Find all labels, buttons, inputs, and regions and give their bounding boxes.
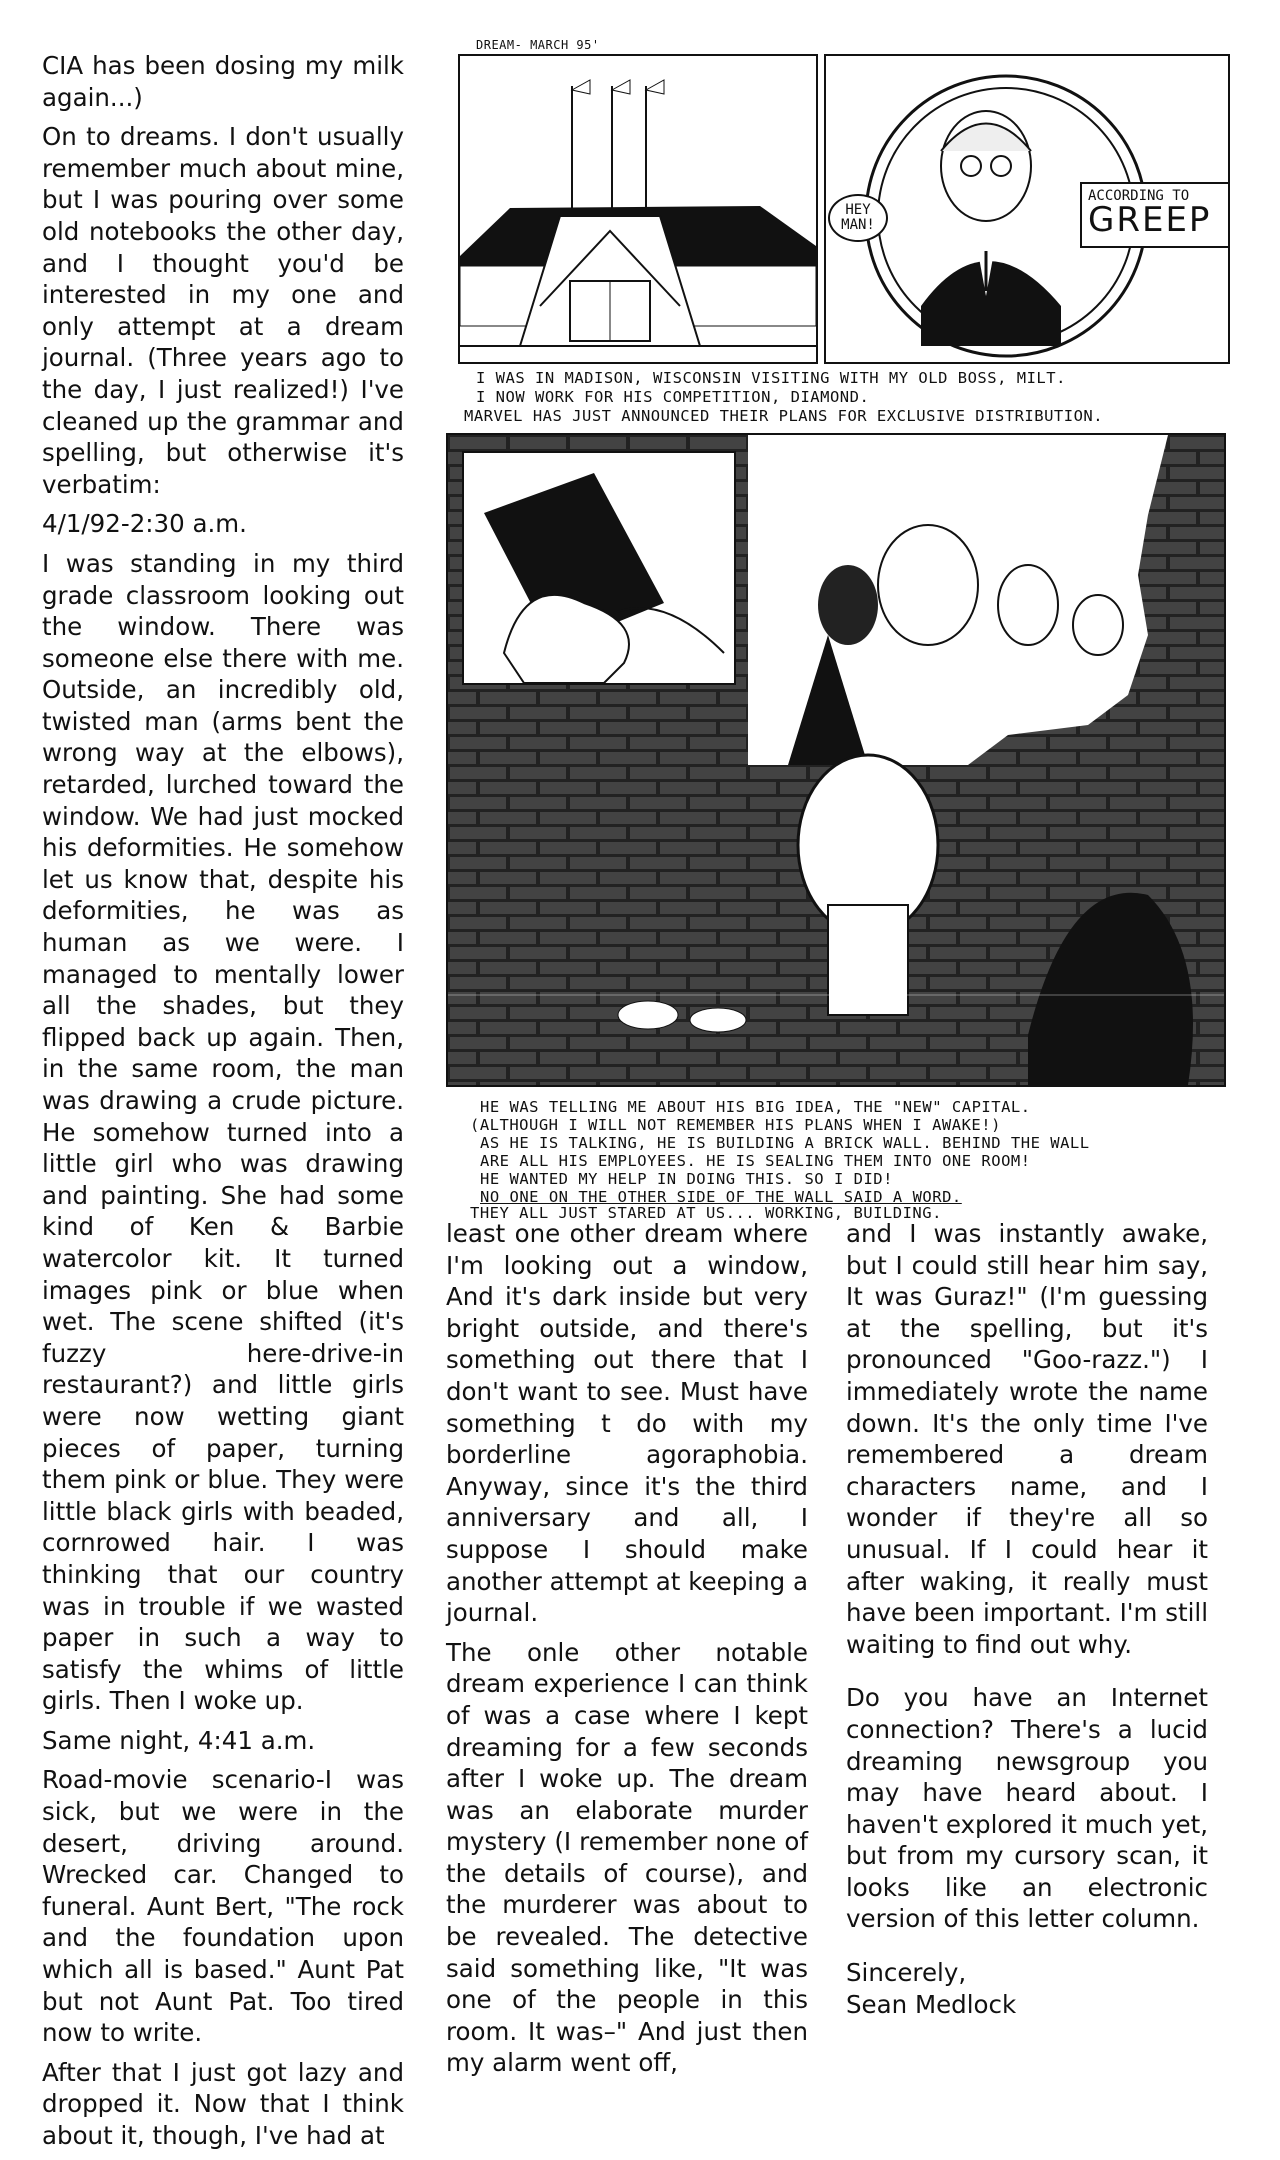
- paragraph: and I was instantly awake, but I could still hear him say, It was Guraz!" (I'm guessing at the spelling, but it's pronounced "Goo-razz.") I immediately wrote the name down. It's the only time I've remembered a dream characters name, and I wonder if they're all so unusual. If I could hear it after waking, it really must have been important. I'm still waiting to find out why.: [846, 1219, 1208, 1659]
- greep-sign: [1080, 182, 1230, 248]
- paragraph: I was standing in my third grade classroom looking out the window. There was someone else there with me. Outside, an incredibly old, twisted man (arms bent the wrong way at the elbows), retarded, lurched toward the window. We had just mocked his deformities. He somehow let us know that, despite his deformities, he was as human as we were. I managed to mentally lower all the shades, but they flipped back up again. Then, in the same room, the man was drawing a crude picture. He somehow turned into a little girl who was drawing and painting. She had some kind of Ken & Barbie watercolor kit. It turned images pink or blue when wet. The scene shifted (it's fuzzy here-drive-in restaurant?) and little girls were now wetting giant pieces of paper, turning them pink or blue. They were little black girls with beaded, cornrowed hair. I was thinking that our country was in trouble if we wasted paper in such a way to satisfy the whims of little girls. Then I woke up.: [42, 548, 404, 1716]
- paragraph: least one other dream where I'm looking out a window, And it's dark inside but very bright outside, and there's something out there that I don't want to see. Must have something t do with my borderline agoraphobia. Anyway, since it's the third anniversary and all, I suppose I should make another attempt at keeping a journal.: [446, 1219, 808, 1628]
- journal-date: Same night, 4:41 a.m.: [42, 1725, 316, 1755]
- caption-line: AS HE IS TALKING, HE IS BUILDING A BRICK WALL. BEHIND THE WALL: [480, 1134, 1090, 1152]
- caption-line: I WAS IN MADISON, WISCONSIN VISITING WITH MY OLD BOSS, MILT.: [476, 369, 1066, 387]
- comic-strip: [446, 38, 1230, 1222]
- caption-line: I NOW WORK FOR HIS COMPETITION, DIAMOND.: [476, 388, 870, 406]
- caption-line: (ALTHOUGH I WILL NOT REMEMBER HIS PLANS WHEN I AWAKE!): [470, 1116, 1001, 1134]
- paragraph: The onle other notable dream experience I can think of was a case where I kept dreaming for a few seconds after I woke up. The dream was an elaborate murder mystery (I remember none of the details of course), and the murderer was about to be revealed. The detective said something like, "It was one of the people in this room. It was–" And just then my alarm went off,: [446, 1637, 808, 2078]
- caption-line: MARVEL HAS JUST ANNOUNCED THEIR PLANS FOR EXCLUSIVE DISTRIBUTION.: [464, 407, 1104, 425]
- left-column: [42, 50, 404, 2160]
- signature: Sean Medlock: [846, 1989, 1017, 2019]
- closing: Sincerely,: [846, 1958, 967, 1988]
- caption-line: HE WAS TELLING ME ABOUT HIS BIG IDEA, THE "NEW" CAPITAL.: [480, 1098, 1031, 1116]
- comic-header: DREAM- MARCH 95': [476, 38, 600, 52]
- paragraph: Do you have an Internet connection? There's a lucid dreaming newsgroup you may have heard about. I haven't explored it much yet, but from my cursory scan, it looks like an electronic version of this letter column.: [846, 1683, 1208, 1934]
- paragraph: Road-movie scenario-I was sick, but we were in the desert, driving around. Wrecked car. Changed to funeral. Aunt Bert, "The rock and the foundation upon which all is based." Aunt Pat but not Aunt Pat. Too tired now to write.: [42, 1765, 404, 2048]
- panel-brick-wall: [446, 433, 1226, 1087]
- paragraph: After that I just got lazy and dropped it. Now that I think about it, though, I've had at: [42, 2057, 404, 2150]
- panel-hand-brick: [462, 451, 736, 685]
- caption-line: THEY ALL JUST STARED AT US... WORKING, BUILDING.: [470, 1204, 942, 1222]
- middle-column: [446, 1218, 808, 2087]
- right-column: [846, 1218, 1208, 2020]
- speech-balloon: HEY MAN!: [828, 194, 888, 242]
- panel-building: [458, 54, 818, 364]
- journal-date: 4/1/92-2:30 a.m.: [42, 509, 247, 539]
- caption-line: HE WANTED MY HELP IN DOING THIS. SO I DID!: [480, 1170, 893, 1188]
- caption-line: ARE ALL HIS EMPLOYEES. HE IS SEALING THEM INTO ONE ROOM!: [480, 1152, 1031, 1170]
- hand-brick-illustration: [464, 453, 734, 683]
- greep-sign-top: ACCORDING TO: [1088, 188, 1190, 204]
- building-illustration: [460, 56, 816, 362]
- paragraph: CIA has been dosing my milk again...): [42, 51, 404, 112]
- greep-sign-name: GREEP: [1088, 200, 1212, 240]
- panel-portrait: [824, 54, 1230, 364]
- paragraph: On to dreams. I don't usually remember much about mine, but I was pouring over some old notebooks the other day, and I thought you'd be interested in my one and only attempt at a dream journal. (Three years ago to the day, I just realized!) I've cleaned up the grammar and spelling, but otherwise it's verbatim:: [42, 122, 404, 499]
- caption-line: NO ONE ON THE OTHER SIDE OF THE WALL SAID A WORD.: [480, 1188, 962, 1206]
